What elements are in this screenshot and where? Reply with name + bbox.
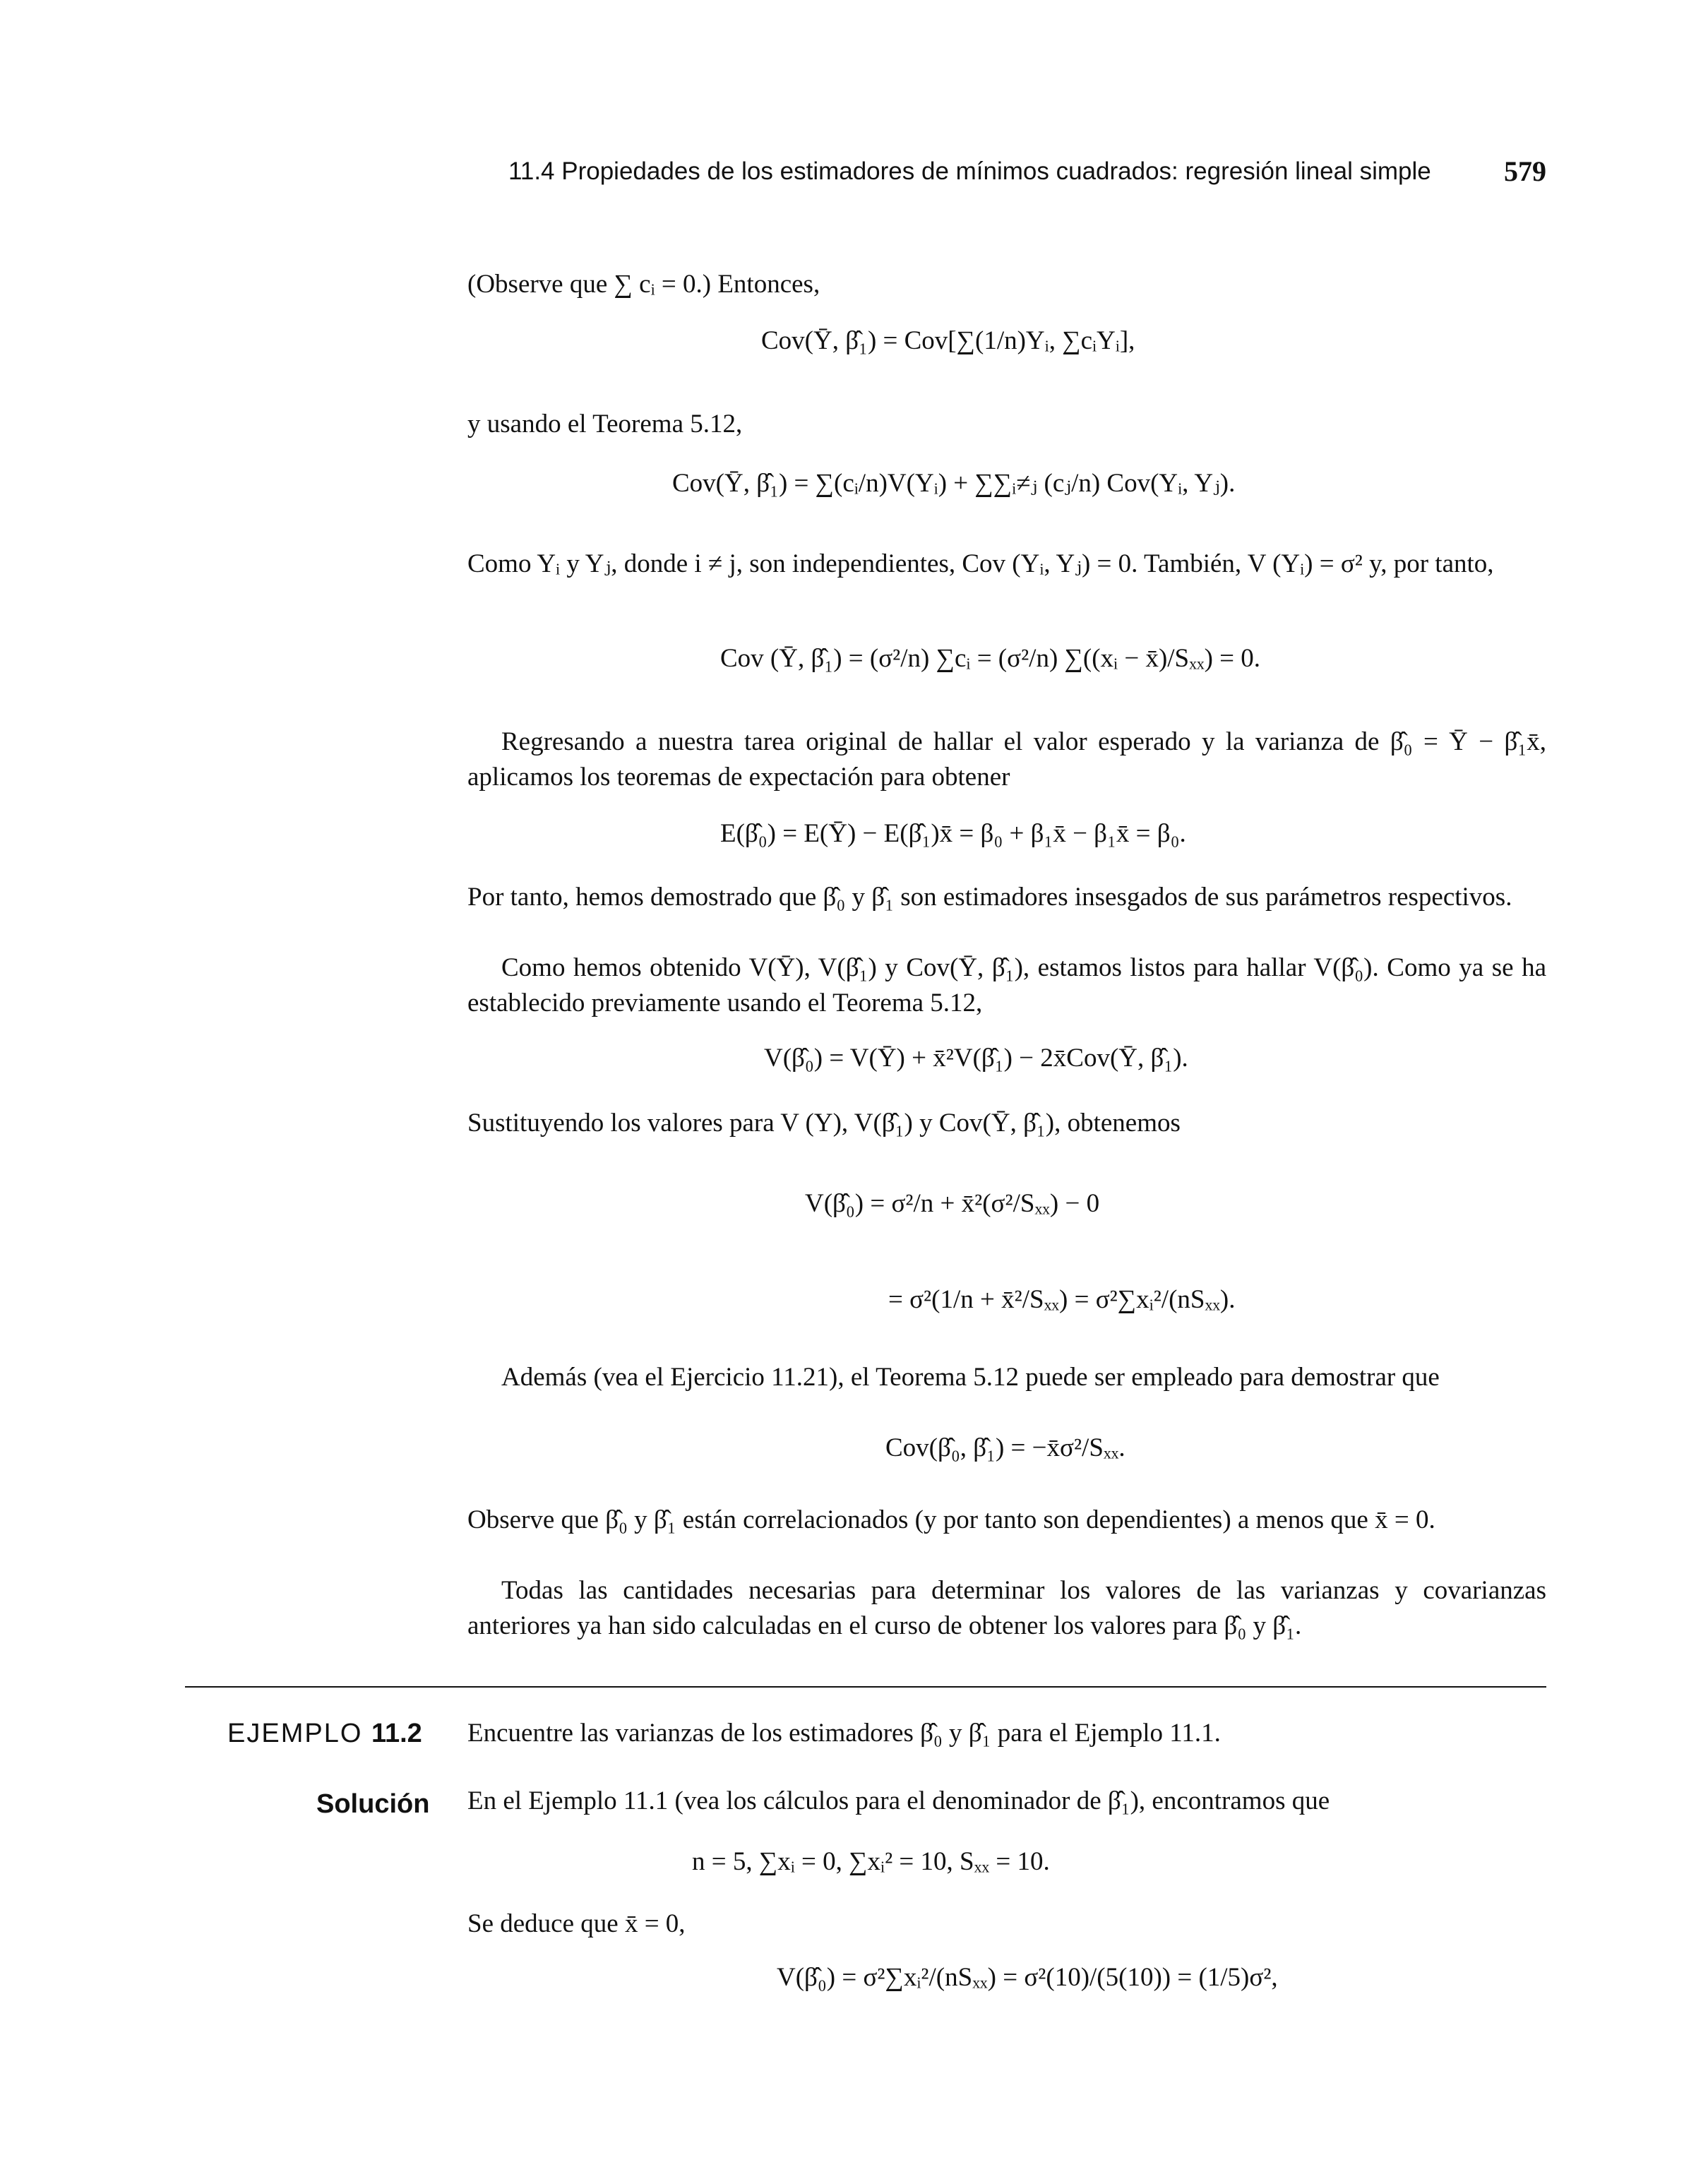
observe-paragraph: (Observe que ∑ cᵢ = 0.) Entonces, [467,270,820,299]
equation-variance-beta0-line2: = σ²(1/n + x̄²/Sₓₓ) = σ²∑xᵢ²/(nSₓₓ). [888,1285,1236,1314]
correlated-paragraph: Observe que β̂₀ y β̂₁ están correlacionados (y por tanto son dependientes) a menos que x̄ = 0. [467,1505,1435,1534]
equation-cov-beta0-beta1: Cov(β̂₀, β̂₁) = −x̄σ²/Sₓₓ. [885,1433,1125,1462]
equation-example-variance: V(β̂₀) = σ²∑xᵢ²/(nSₓₓ) = σ²(10)/(5(10)) = (1/5)σ², [777,1963,1278,1992]
sustituyendo-paragraph: Sustituyendo los valores para V (Y), V(β̂₁) y Cov(Ȳ, β̂₁), obtenemos [467,1109,1181,1138]
example-statement: Encuentre las varianzas de los estimadores β̂₀ y β̂₁ para el Ejemplo 11.1. [467,1719,1221,1748]
section-title: 11.4 Propiedades de los estimadores de mínimos cuadrados: regresión lineal simple [508,157,1431,185]
teorema-paragraph: y usando el Teorema 5.12, [467,410,743,438]
example-label [227,1716,422,1751]
equation-variance-beta0-def: V(β̂₀) = V(Ȳ) + x̄²V(β̂₁) − 2x̄Cov(Ȳ, β̂₁). [764,1044,1188,1073]
section-divider [185,1686,1546,1688]
example-label-number: 11.2 [371,1719,422,1748]
todas-paragraph: Todas las cantidades necesarias para determinar los valores de las varianzas y covarianzas anteriores ya han sido calculadas en el curso de obtener los valores para β̂₀ y β̂₁. [467,1576,1546,1640]
independence-paragraph: Como Yᵢ y Yⱼ, donde i ≠ j, son independientes, Cov (Yᵢ, Yⱼ) = 0. También, V (Yᵢ) = σ² y, por tanto, [467,549,1494,578]
equation-cov-expansion: Cov(Ȳ, β̂₁) = ∑(cᵢ/n)V(Yᵢ) + ∑∑ᵢ≠ⱼ (cⱼ/n) Cov(Yᵢ, Yⱼ). [672,469,1236,498]
equation-cov-ybar-beta1-def: Cov(Ȳ, β̂₁) = Cov[∑(1/n)Yᵢ, ∑cᵢYᵢ], [761,326,1135,355]
equation-example-sums: n = 5, ∑xᵢ = 0, ∑xᵢ² = 10, Sₓₓ = 10. [692,1847,1050,1876]
solution-paragraph: En el Ejemplo 11.1 (vea los cálculos para el denominador de β̂₁), encontramos que [467,1786,1330,1815]
equation-expectation-beta0: E(β̂₀) = E(Ȳ) − E(β̂₁)x̄ = β₀ + β₁x̄ − β₁x̄ = β₀. [720,819,1186,848]
solution-label: Solución [316,1789,430,1819]
unbiased-paragraph: Por tanto, hemos demostrado que β̂₀ y β̂₁ son estimadores insesgados de sus parámetros respectivos. [467,883,1512,912]
como-hemos-paragraph: Como hemos obtenido V(Ȳ), V(β̂₁) y Cov(Ȳ, β̂₁), estamos listos para hallar V(β̂₀). Como ya se ha establecido previamente usando el Teorema 5.12, [467,953,1546,1017]
page-number: 579 [1504,155,1546,187]
example-label-word: EJEMPLO [227,1719,363,1748]
ademas-paragraph: Además (vea el Ejercicio 11.21), el Teorema 5.12 puede ser empleado para demostrar que [501,1363,1440,1392]
equation-cov-zero: Cov (Ȳ, β̂₁) = (σ²/n) ∑cᵢ = (σ²/n) ∑((xᵢ − x̄)/Sₓₓ) = 0. [720,644,1261,673]
regresando-paragraph: Regresando a nuestra tarea original de hallar el valor esperado y la varianza de β̂₀ = Ȳ − β̂₁x̄, aplicamos los teoremas de expectación para obtener [467,727,1546,792]
deduce-paragraph: Se deduce que x̄ = 0, [467,1909,686,1938]
running-header [508,154,1546,189]
equation-variance-beta0-line1: V(β̂₀) = σ²/n + x̄²(σ²/Sₓₓ) − 0 [805,1189,1100,1218]
